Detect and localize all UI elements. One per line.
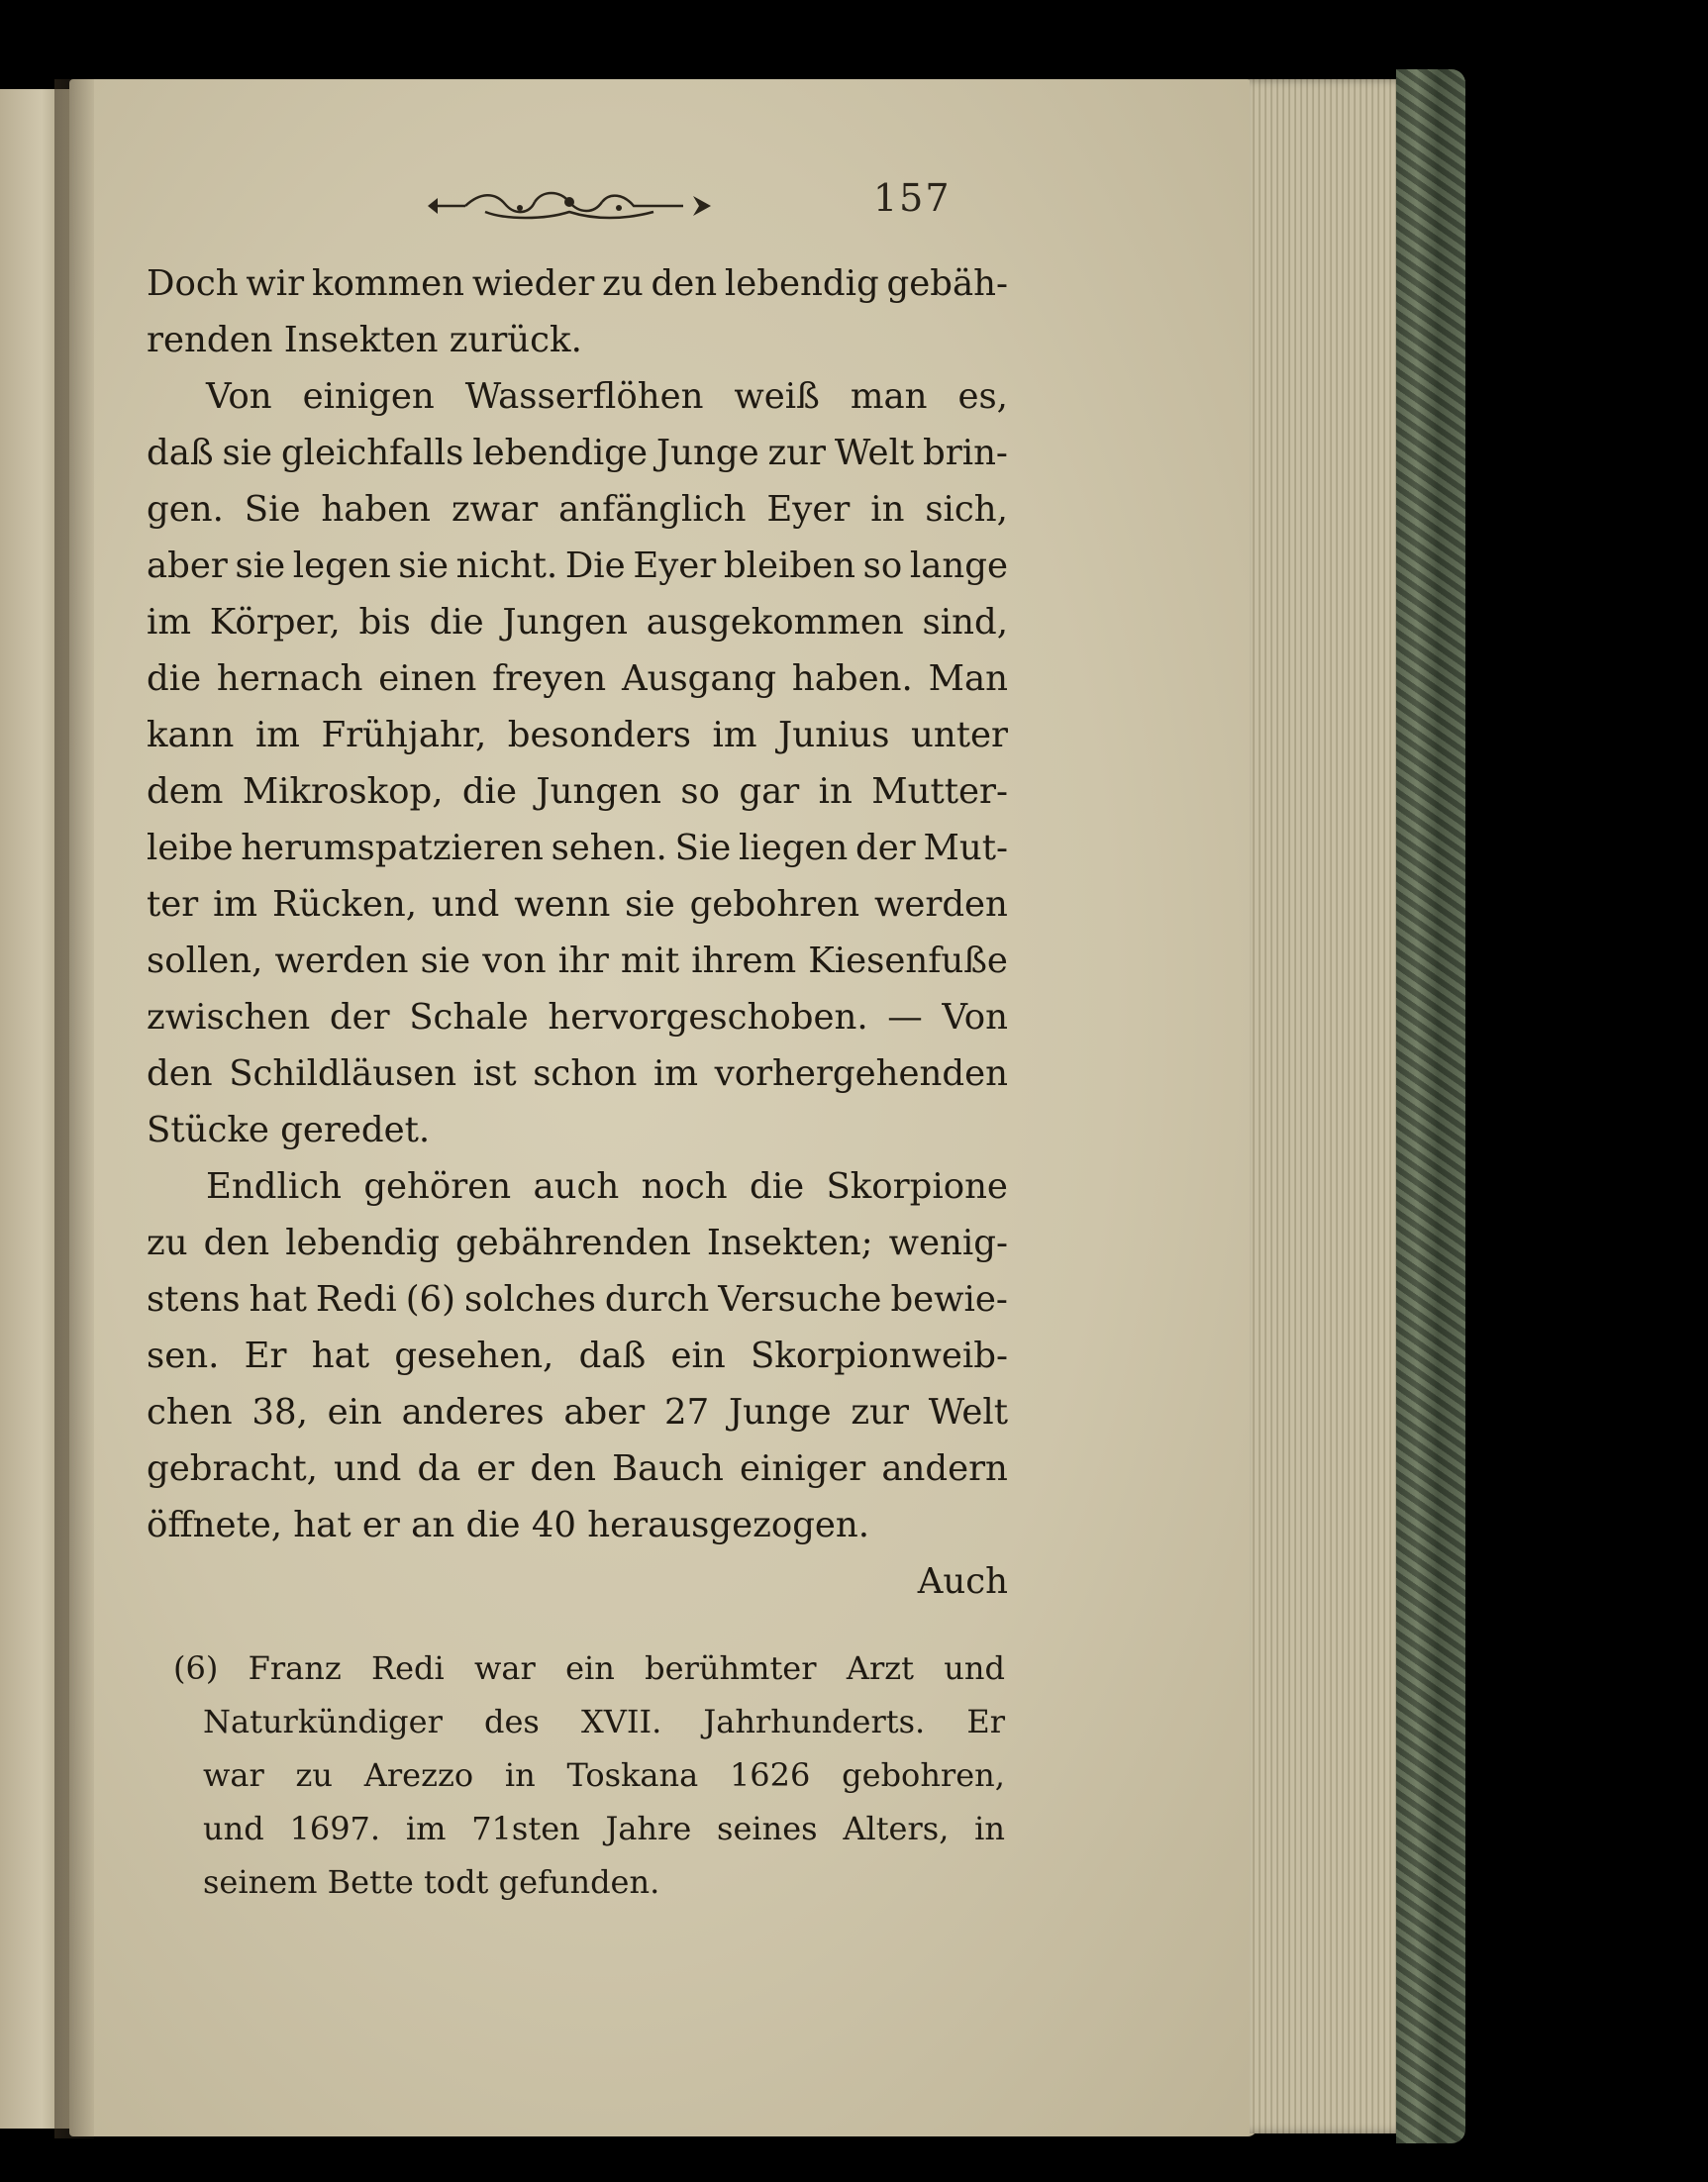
- body-line: stens hat Redi (6) solches durch Versuche bewie-: [147, 1279, 1008, 1320]
- footnote-line: war zu Arezzo in Toskana 1626 gebohren,: [203, 1756, 1005, 1794]
- body-line: ter im Rücken, und wenn sie gebohren werden: [147, 884, 1008, 925]
- body-line: sen. Er hat gesehen, daß ein Skorpionweib-: [147, 1336, 1008, 1376]
- body-line: den Schildläusen ist schon im vorhergehenden: [147, 1053, 1008, 1094]
- body-line: chen 38, ein anderes aber 27 Junge zur Welt: [147, 1392, 1008, 1433]
- footnote-line: und 1697. im 71sten Jahre seines Alters, in: [203, 1810, 1005, 1847]
- body-line: zu den lebendig gebährenden Insekten; wenig-: [147, 1223, 1008, 1263]
- page-header: [426, 176, 1020, 236]
- page-number: 157: [873, 176, 952, 220]
- body-line: daß sie gleichfalls lebendige Junge zur Welt brin-: [147, 433, 1008, 473]
- body-line: renden Insekten zurück.: [147, 320, 582, 360]
- footnote-line: seinem Bette todt gefunden.: [203, 1863, 660, 1901]
- catchword: Auch: [917, 1561, 1008, 1602]
- body-line: aber sie legen sie nicht. Die Eyer bleiben so lange: [147, 546, 1008, 586]
- body-line: gen. Sie haben zwar anfänglich Eyer in sich,: [147, 489, 1008, 530]
- footnote-line: (6) Franz Redi war ein berühmter Arzt und: [173, 1649, 1005, 1687]
- body-line: Von einigen Wasserflöhen weiß man es,: [206, 376, 1008, 417]
- body-line: leibe herumspatzieren sehen. Sie liegen der Mut-: [147, 828, 1008, 868]
- body-line: kann im Frühjahr, besonders im Junius unter: [147, 715, 1008, 755]
- footnote-line: Naturkündiger des XVII. Jahrhunderts. Er: [203, 1703, 1005, 1740]
- book-cover: [1396, 69, 1465, 2143]
- body-line: dem Mikroskop, die Jungen so gar in Mutter-: [147, 771, 1008, 812]
- body-line: im Körper, bis die Jungen ausgekommen sind,: [147, 602, 1008, 643]
- marbled-cover-pattern: [1396, 69, 1465, 2143]
- ornament-icon: [426, 184, 713, 224]
- body-line: Stücke geredet.: [147, 1110, 431, 1150]
- body-line: die hernach einen freyen Ausgang haben. Man: [147, 658, 1008, 699]
- body-line: sollen, werden sie von ihr mit ihrem Kiesenfuße: [147, 941, 1008, 981]
- page-block-edges: [1250, 79, 1408, 2133]
- footnote: [173, 1641, 1005, 1909]
- book-gutter: [54, 79, 94, 2138]
- body-text: [147, 255, 1008, 1610]
- body-line: Doch wir kommen wieder zu den lebendig gebäh-: [147, 263, 1008, 304]
- body-line: zwischen der Schale hervorgeschoben. — Von: [147, 997, 1008, 1038]
- body-line: gebracht, und da er den Bauch einiger andern: [147, 1448, 1008, 1489]
- body-line: Endlich gehören auch noch die Skorpione: [206, 1166, 1008, 1207]
- body-line: öffnete, hat er an die 40 herausgezogen.: [147, 1505, 870, 1545]
